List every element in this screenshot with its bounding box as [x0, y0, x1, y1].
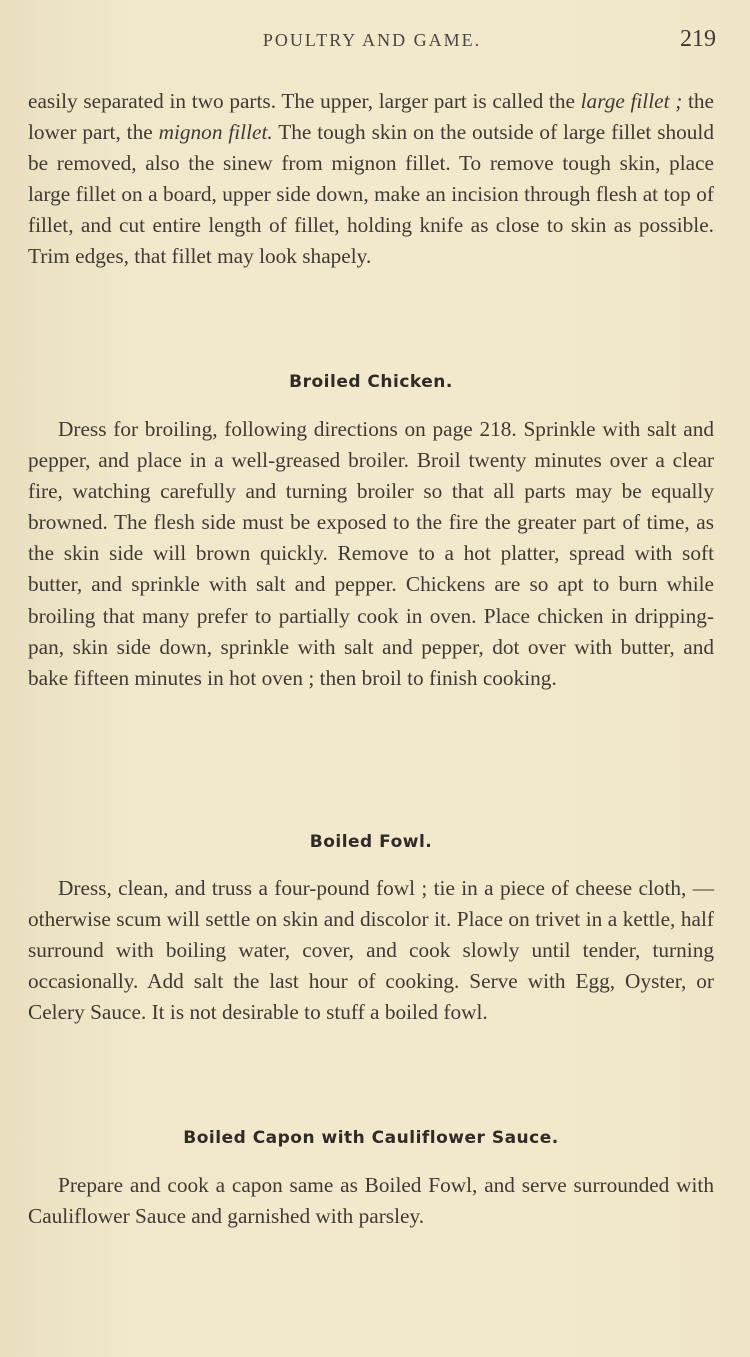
intro-text-end: The tough skin on the outside of large fillet should be removed, also the sinew from mignon fillet. To remove tough skin, place large fillet on a board, upper side down, make an incision through flesh at top of fillet, and cut entire length of fillet, holding knife as close to skin as possible. Trim edges, that fillet may look shapely.	[28, 120, 714, 269]
intro-text-middle: the lower part, the	[28, 89, 714, 145]
boiled-capon-paragraph: Prepare and cook a capon same as Boiled Fowl, and serve surrounded with Cauliflower Sauce and garnished with parsley.	[28, 1173, 714, 1229]
intro-text-start: easily separated in two parts. The upper, larger part is called the	[28, 89, 581, 113]
running-title: POULTRY AND GAME.	[262, 30, 482, 50]
broiled-chicken-paragraph: Dress for broiling, following directions on page 218. Sprinkle with salt and pepper, and place in a well-greased broiler. Broil twenty minutes over a clear fire, watching carefully and turning broiler so that all parts may be equally browned. The flesh side must be exposed to the fire the greater part of time, as the skin side will brown quickly. Remove to a hot platter, spread with soft butter, and sprinkle with salt and pepper. Chickens are so apt to burn while broiling that many prefer to partially cook in oven. Place chicken in dripping-pan, skin side down, sprinkle with salt and pepper, dot over with butter, and bake fifteen minutes in hot oven ; then broil to finish cooking.	[28, 417, 714, 690]
heading-boiled-capon: Boiled Capon with Cauliflower Sauce.	[183, 1128, 559, 1148]
large-fillet-term: large fillet ;	[580, 89, 683, 113]
page-number: 219	[680, 26, 716, 52]
heading-boiled-fowl: Boiled Fowl.	[309, 832, 433, 852]
mignon-fillet-term: mignon fillet.	[158, 120, 273, 145]
intro-paragraph	[28, 86, 714, 273]
running-head	[28, 26, 716, 58]
heading-broiled-chicken: Broiled Chicken.	[289, 372, 453, 392]
boiled-fowl-paragraph: Dress, clean, and truss a four-pound fowl ; tie in a piece of cheese cloth, — otherwise scum will settle on skin and discolor it. Place on trivet in a kettle, half surround with boiling water, cover, and cook slowly until tender, turning occasionally. Add salt the last hour of cooking. Serve with Egg, Oyster, or Celery Sauce. It is not desirable to stuff a boiled fowl.	[28, 876, 714, 1025]
